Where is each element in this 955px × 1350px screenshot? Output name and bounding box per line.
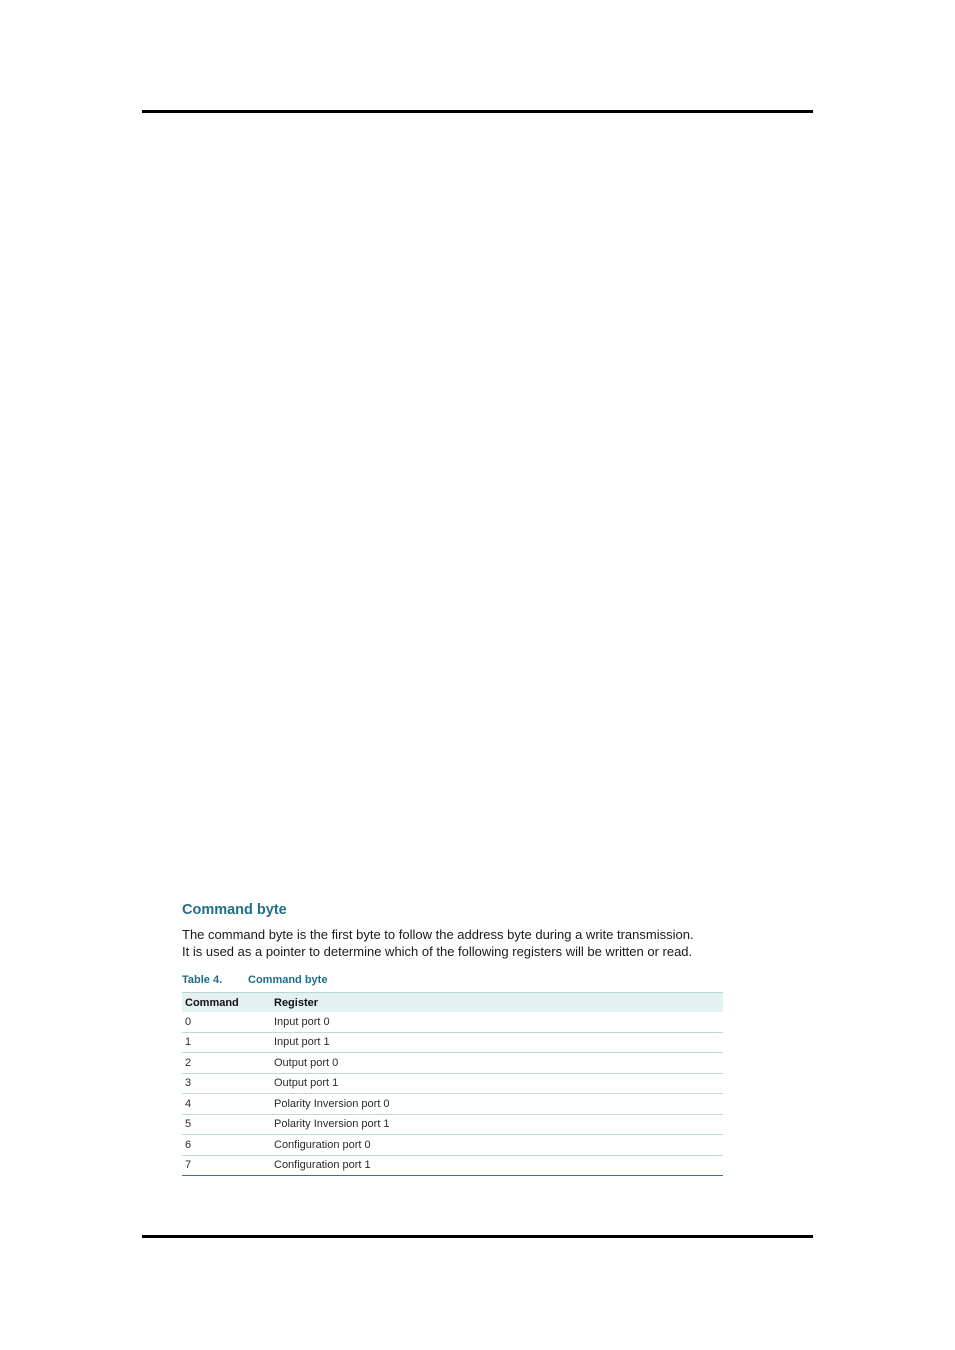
- command-table: [182, 992, 723, 1176]
- table-row: [182, 1073, 723, 1094]
- table-caption: [182, 973, 724, 987]
- paragraph-line: The command byte is the first byte to follow the address byte during a write transmission.: [182, 927, 694, 942]
- register-cell: Polarity Inversion port 0: [271, 1094, 723, 1115]
- command-cell: 5: [182, 1114, 271, 1135]
- section-title: Command byte: [182, 902, 287, 918]
- command-byte-section: [182, 900, 724, 1176]
- table-header-row: [182, 993, 723, 1013]
- paragraph-line: It is used as a pointer to determine which of the following registers will be written or read.: [182, 944, 693, 959]
- command-cell: 2: [182, 1053, 271, 1074]
- command-cell: 0: [185, 1015, 192, 1028]
- register-cell: Output port 0: [271, 1053, 723, 1074]
- register-cell: Output port 1: [271, 1073, 723, 1094]
- table-row: [182, 1135, 723, 1156]
- column-header-command: Command: [182, 993, 271, 1013]
- column-header-register: Register: [271, 993, 723, 1013]
- table-row: [182, 1032, 723, 1053]
- table-row: [182, 1094, 723, 1115]
- table-row: [182, 1053, 723, 1074]
- register-cell: Input port 1: [271, 1032, 723, 1053]
- table-caption-title: Command byte: [248, 974, 328, 986]
- register-cell: Input port 0: [274, 1015, 330, 1028]
- register-cell: Configuration port 0: [271, 1135, 723, 1156]
- section-paragraph: [182, 926, 724, 960]
- command-cell: 7: [182, 1155, 271, 1176]
- register-cell: Configuration port 1: [271, 1155, 723, 1176]
- command-cell: 6: [182, 1135, 271, 1156]
- header-rule: [142, 110, 813, 113]
- table-row: [182, 1114, 723, 1135]
- command-cell: 1: [182, 1032, 271, 1053]
- table-row: [182, 1012, 723, 1032]
- register-cell: Polarity Inversion port 1: [271, 1114, 723, 1135]
- table-row: [182, 1155, 723, 1176]
- footer-rule: [142, 1235, 813, 1238]
- table-caption-number: Table 4.: [182, 974, 223, 986]
- command-cell: 3: [182, 1073, 271, 1094]
- command-cell: 4: [182, 1094, 271, 1115]
